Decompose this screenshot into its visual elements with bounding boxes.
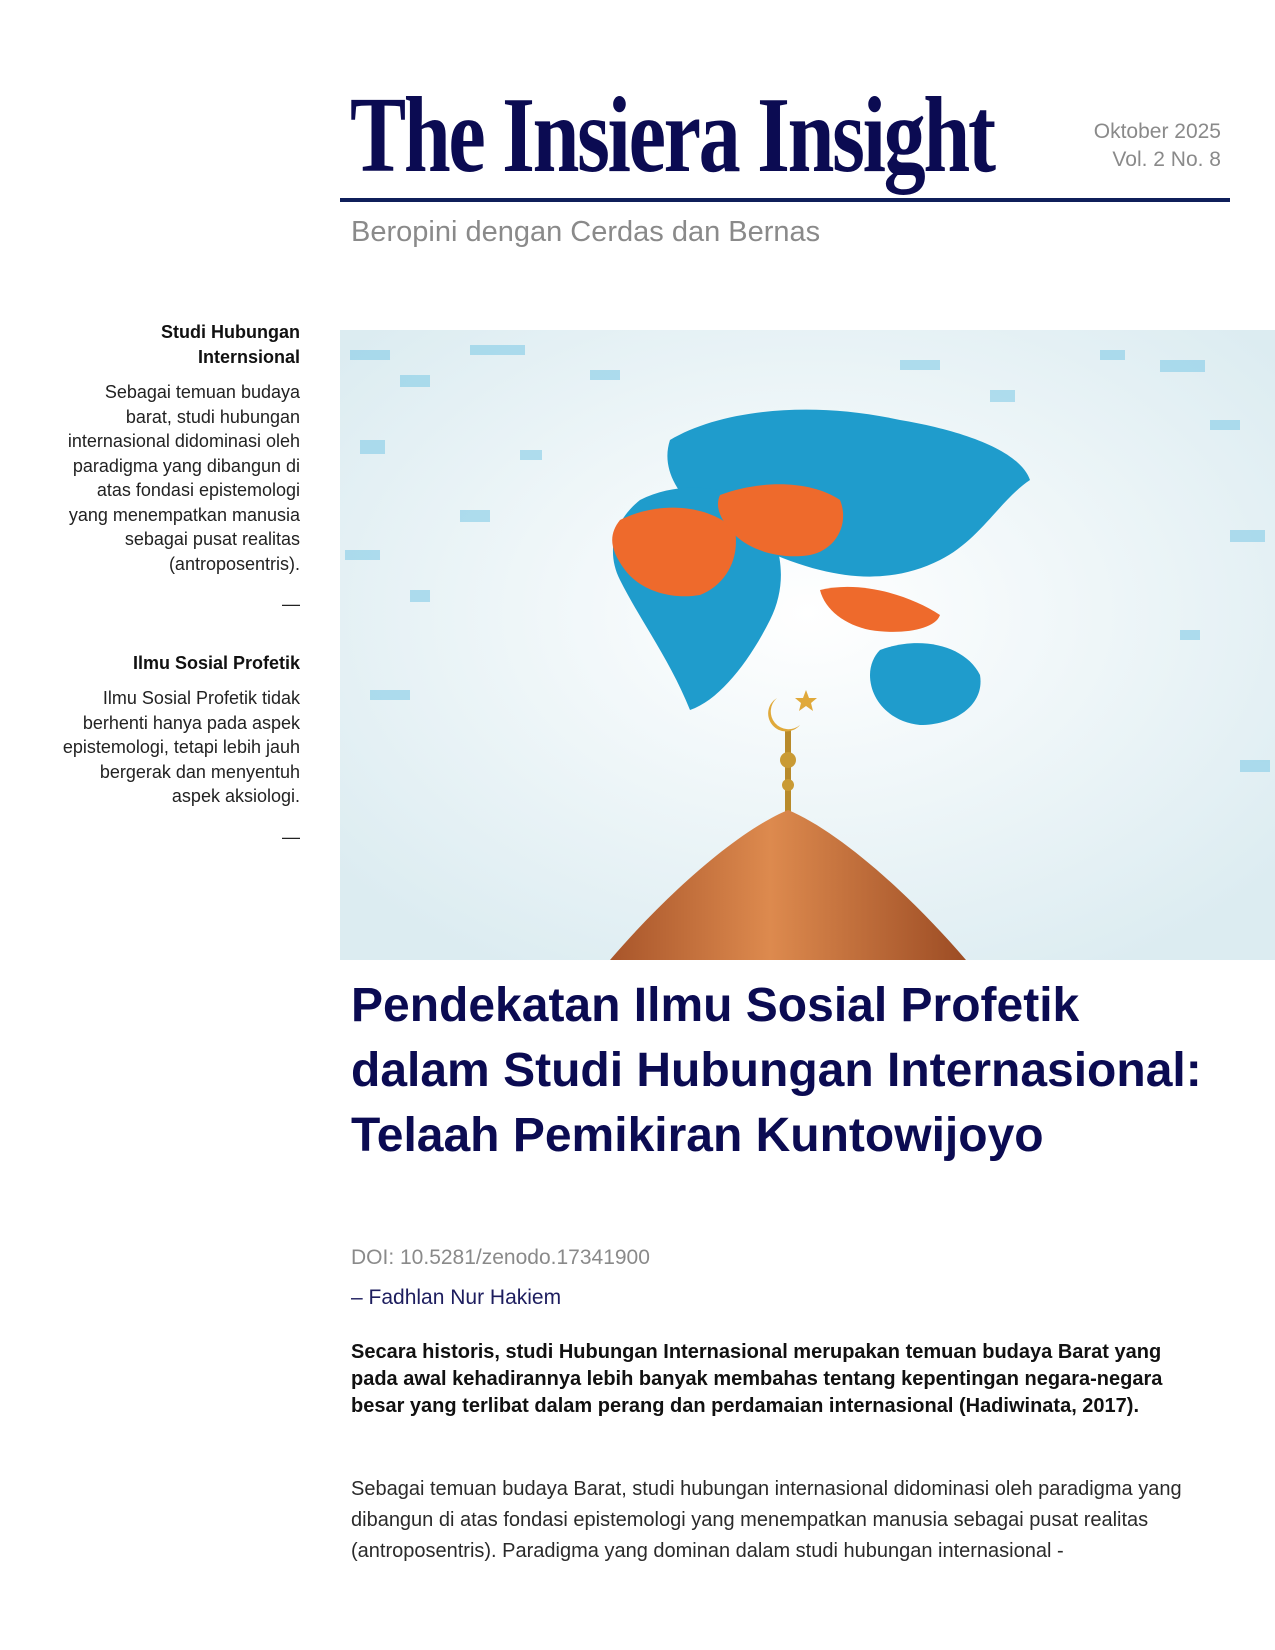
article-author: – Fadhlan Nur Hakiem	[351, 1286, 562, 1309]
sidebar-heading	[60, 320, 300, 370]
hero-image	[340, 330, 1275, 960]
article-title: Pendekatan Ilmu Sosial Profetik dalam Studi Hubungan Internasional: Telaah Pemikiran Kuntowijoyo	[351, 979, 1202, 1162]
sidebar-divider: —	[282, 594, 300, 614]
tagline: Beropini dengan Cerdas dan Bernas	[351, 216, 821, 248]
article-lead: Secara historis, studi Hubungan Internasional merupakan temuan budaya Barat yang pada awal kehadirannya lebih banyak membahas tentang kepentingan negara-negara besar yang terlibat dalam perang dan perdamaian internasional (Hadiwinata, 2017).	[351, 1341, 1163, 1417]
article-body: Sebagai temuan budaya Barat, studi hubungan internasional didominasi oleh paradigma yang dibangun di atas fondasi epistemologi yang menempatkan manusia sebagai pusat realitas (antroposentris). Paradigma yang dominan dalam studi hubungan internasional -	[351, 1478, 1182, 1562]
masthead-title: The Insiera Insight	[350, 76, 994, 195]
sidebar-body: Sebagai temuan budaya barat, studi hubungan internasional didominasi oleh paradigma yang dibangun di atas fondasi epistemologi yang menempatkan manusia sebagai pusat realitas (antroposentris).	[67, 382, 300, 574]
sidebar-heading-line: Studi Hubungan	[161, 322, 300, 342]
sidebar-heading-line: Internsional	[197, 347, 300, 367]
sidebar-heading	[60, 651, 300, 676]
masthead-rule	[340, 198, 1230, 202]
sidebar-body: Ilmu Sosial Profetik tidak berhenti hanya pada aspek epistemologi, tetapi lebih jauh bergerak dan menyentuh aspek aksiologi.	[62, 688, 300, 806]
sidebar-item	[60, 651, 300, 848]
article-doi: DOI: 10.5281/zenodo.17341900	[351, 1246, 650, 1269]
sidebar-heading-line: Ilmu Sosial Profetik	[132, 653, 300, 673]
issue-volume: Vol. 2 No. 8	[1112, 148, 1221, 171]
sidebar	[60, 320, 300, 884]
world-map-mosque-illustration	[340, 330, 1275, 960]
issue-date: Oktober 2025	[1093, 120, 1221, 143]
sidebar-item	[60, 320, 300, 615]
issue-info	[1094, 118, 1221, 174]
sidebar-divider: —	[282, 826, 300, 847]
